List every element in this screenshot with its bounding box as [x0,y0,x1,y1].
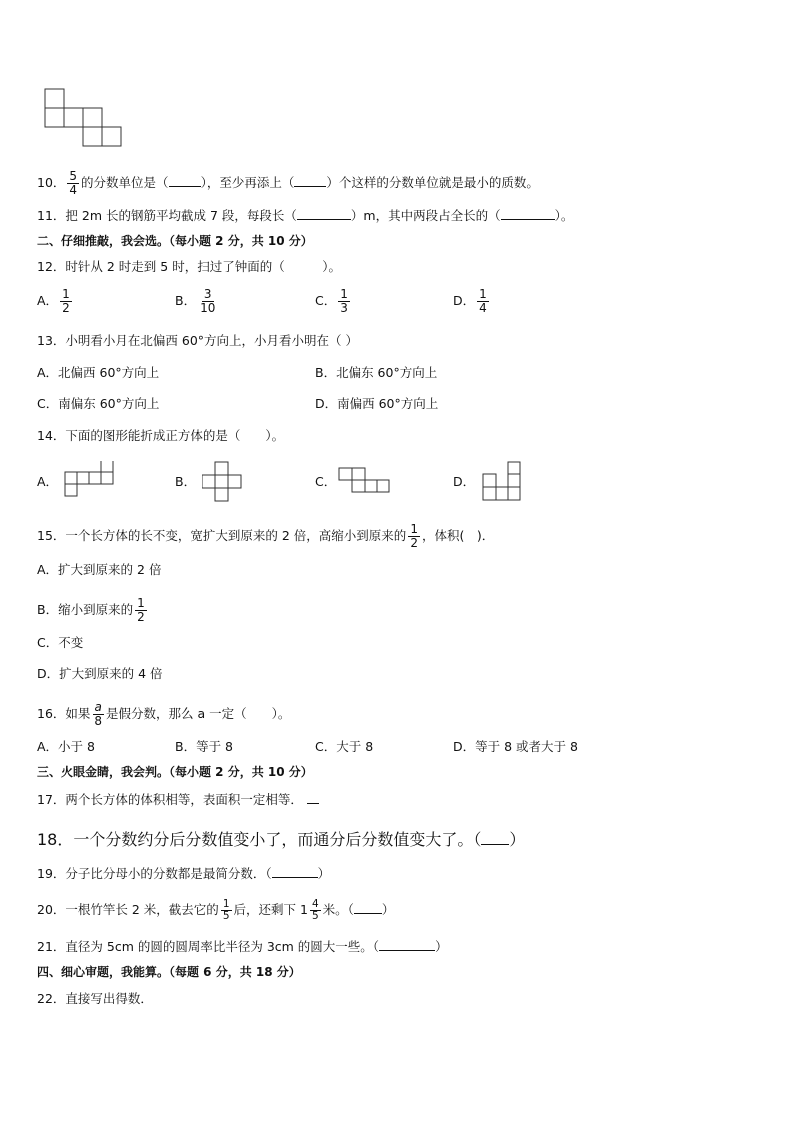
section-4-heading: 四、细心审题，我能算。（每题 6 分，共 18 分） [37,965,301,979]
question-13-stem: 13．小明看小月在北偏西 60°方向上，小月看小明在（ ） [37,333,359,348]
q14-net-c [338,467,394,497]
q15-option-c[interactable]: C．不变 [37,635,84,650]
question-12-stem: 12．时针从 2 时走到 5 时，扫过了钟面的（ ）。 [37,259,341,274]
question-21: 21．直径为 5cm 的圆的圆周率比半径为 3cm 的圆大一些。（ ） [37,939,448,954]
q12-option-c[interactable]: C． $\frac{1}{3}$ [315,287,348,315]
q16-option-b[interactable]: B．等于 8 [175,739,234,754]
top-net-figure [44,88,126,150]
answer-blank[interactable] [294,174,326,187]
q13-option-b[interactable]: B．北偏东 60°方向上 [315,365,438,380]
q15-option-d[interactable]: D．扩大到原来的 4 倍 [37,666,163,681]
q13-option-d[interactable]: D．南偏西 60°方向上 [315,396,439,411]
answer-blank[interactable] [481,829,509,845]
section-2-heading: 二、仔细推敲，我会选。（每小题 2 分，共 10 分） [37,234,313,248]
q15-option-b[interactable]: B．缩小到原来的 $\frac{1}{2}$ [37,596,145,624]
question-17: 17．两个长方体的体积相等，表面积一定相等． [37,791,319,809]
question-11: 11．把 2m 长的钢筋平均截成 7 段，每段长（ ）m，其中两段占全长的（ ）。 [37,208,574,223]
fraction-5-4: $\frac{5}{4}$ [69,169,78,197]
question-22: 22．直接写出得数． [37,991,153,1006]
section-3-heading: 三、火眼金睛，我会判。（每小题 2 分，共 10 分） [37,765,313,779]
answer-blank[interactable] [501,207,555,220]
q12-option-a[interactable]: A． $\frac{1}{2}$ [37,287,70,315]
answer-blank[interactable] [354,901,382,914]
q16-option-a[interactable]: A．小于 8 [37,739,95,754]
q14-option-b[interactable]: B． [175,474,197,489]
question-18: 18．一个分数约分后分数值变小了，而通分后分数值变大了。（ ） [37,830,526,849]
answer-blank[interactable] [297,207,351,220]
question-15-stem: 15．一个长方体的长不变，宽扩大到原来的 2 倍，高缩小到原来的 $\frac{1}{2}$ ，体积( )． [37,522,495,550]
answer-blank[interactable] [307,791,319,804]
question-20: 20．一根竹竿长 2 米，截去它的 $\frac{1}{5}$ 后，还剩下 1 $\frac{4}{5}$ 米。（ ） [37,898,395,922]
q15-option-a[interactable]: A．扩大到原来的 2 倍 [37,562,162,577]
q14-net-d [482,461,526,503]
q13-option-a[interactable]: A．北偏西 60°方向上 [37,365,160,380]
q14-option-d[interactable]: D． [453,474,476,489]
answer-blank[interactable] [272,865,318,878]
q12-option-b[interactable]: B． $\frac{3}{10}$ [175,287,216,315]
q16-option-d[interactable]: D．等于 8 或者大于 8 [453,739,578,754]
q16-option-c[interactable]: C．大于 8 [315,739,374,754]
question-16-stem: 16．如果 $\frac{a}{8}$ 是假分数，那么 a 一定（ ）。 [37,700,291,728]
answer-blank[interactable] [169,174,201,187]
answer-blank[interactable] [379,938,435,951]
q14-net-a [64,461,118,501]
question-19: 19．分子比分母小的分数都是最简分数．（ ） [37,866,331,881]
q13-option-c[interactable]: C．南偏东 60°方向上 [37,396,160,411]
question-14-stem: 14．下面的图形能折成正方体的是（ ）。 [37,428,285,443]
q14-option-a[interactable]: A． [37,474,59,489]
q12-option-d[interactable]: D． $\frac{1}{4}$ [453,287,487,315]
q14-option-c[interactable]: C． [315,474,337,489]
question-10: 10． $\frac{5}{4}$ 的分数单位是（ ），至少再添上（ ）个这样的分数单位就是最小的质数。 [37,169,539,197]
q14-net-b [202,461,246,503]
